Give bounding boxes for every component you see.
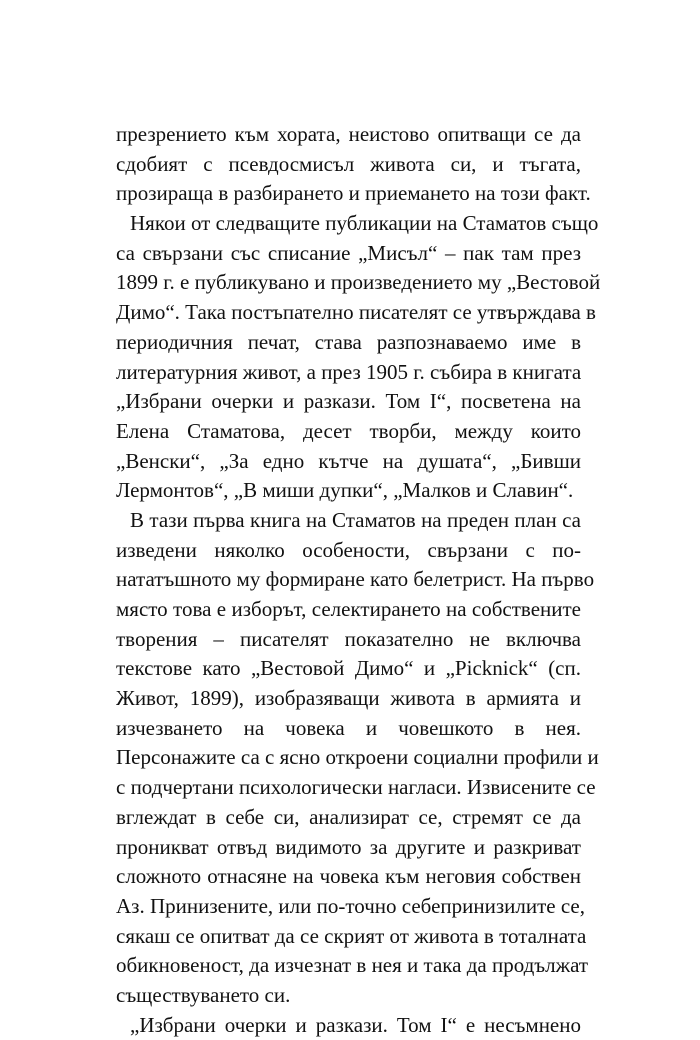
text-line: творения – писателят показателно не включва [116,626,581,651]
text-line: вглеждат в себе си, анализират се, стремят се да [116,804,581,829]
text-line: Елена Стаматова, десет творби, между които [116,418,581,443]
text-line: „Избрани очерки и разкази. Том I“, посветена на [116,389,581,414]
text-line: литературния живот, а през 1905 г. събира в книгата [116,359,582,384]
text-line: проникват отвъд видимото за другите и разкриват [116,834,581,859]
text-line: изчезването на човека и човешкото в нея. [116,715,581,740]
text-line: Живот, 1899), изобразяващи живота в армията и [116,686,581,711]
text-line: обикновеност, да изчезнат в нея и така да продължат [116,953,589,978]
text-line: място това е изборът, селектирането на собствените [116,597,581,621]
text-line: Аз. Принизените, или по-точно себепринизилите се, [116,893,586,918]
text-line: с подчертани психологически нагласи. Извисените се [116,775,596,800]
text-line: съществуването си. [116,982,291,1007]
text-line: сякаш се опитват да се скрият от живота в тоталната [116,923,587,948]
text-line: сдобият с псевдосмисъл живота си, и тъгата, [116,151,581,176]
text-line: „Избрани очерки и разкази. Том I“ е несъмнено [130,1012,581,1037]
text-line: са свързани със списание „Мисъл“ – пак там през [116,240,581,265]
text-line: Някои от следващите публикации на Стаматов също [130,211,599,236]
text-line: прозираща в разбирането и приемането на този факт. [116,181,591,206]
text-line: изведени няколко особености, свързани с по- [116,537,581,562]
text-line: Персонажите са с ясно откроени социални профили и [116,745,599,770]
text-line: 1899 г. е публикувано и произведението му „Вестовой [116,270,601,295]
text-line: Димо“. Така постъпателно писателят се утвърждава в [116,300,596,325]
text-line: В тази първа книга на Стаматов на преден план са [130,507,581,532]
text-line: „Венски“, „За едно кътче на душата“, „Бивши [116,448,581,473]
text-line: нататъшното му формиране като белетрист. На първо [116,567,595,592]
text-line: текстове като „Вестовой Димо“ и „Picknick“ (сп. [116,656,581,681]
text-line: презрението към хората, неистово опитващи се да [116,122,581,146]
text-line: периодичния печат, става разпознаваемо име в [116,329,581,354]
text-line: Лермонтов“, „В миши дупки“, „Малков и Славин“. [116,478,574,503]
body-text [116,120,601,1040]
text-line: сложното отнасяне на човека към неговия собствен [116,864,581,889]
